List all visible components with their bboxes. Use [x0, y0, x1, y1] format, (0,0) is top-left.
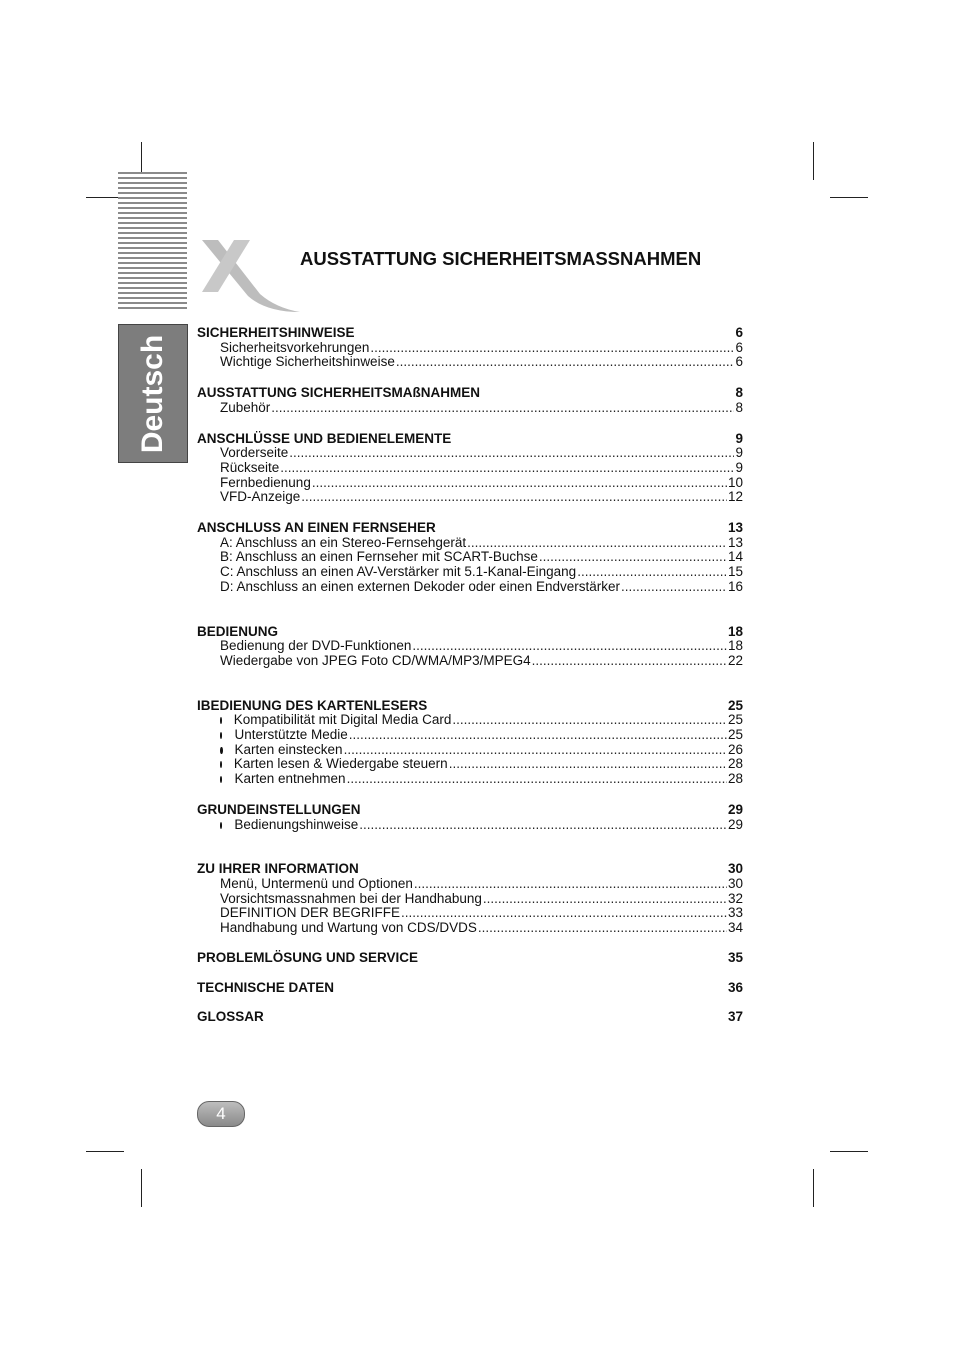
- toc-entry[interactable]: [197, 401, 743, 416]
- dot-leader: [414, 877, 727, 892]
- dot-leader: [344, 743, 727, 758]
- entry-page-number: 28: [727, 771, 743, 787]
- page-number-badge: [197, 1101, 245, 1127]
- entry-page-number: 9: [735, 445, 743, 461]
- entry-label: VFD-Anzeige: [220, 489, 301, 505]
- entry-page-number: 6: [735, 354, 743, 370]
- section-title: AUSSTATTUNG SICHERHEITSMAßNAHMEN: [197, 385, 480, 401]
- toc-section-heading[interactable]: [197, 862, 743, 877]
- dot-leader: [370, 341, 734, 356]
- entry-label: Vorsichtsmassnahmen bei der Handhabung: [220, 890, 482, 906]
- dot-leader: [271, 401, 734, 416]
- toc-section: [197, 326, 743, 370]
- toc-entry[interactable]: [197, 536, 743, 551]
- toc-entry[interactable]: [197, 580, 743, 595]
- bullet-icon: [220, 732, 222, 739]
- entry-label: Handhabung und Wartung von CDS/DVDS: [220, 920, 477, 936]
- toc-entry[interactable]: [197, 341, 743, 356]
- toc-entry[interactable]: [197, 757, 743, 772]
- toc-entry[interactable]: [197, 892, 743, 907]
- section-page-number: 36: [727, 979, 743, 995]
- toc-section: [197, 803, 743, 832]
- section-page-number: 35: [727, 949, 743, 965]
- entry-page-number: 16: [727, 578, 743, 594]
- entry-page-number: 33: [727, 905, 743, 921]
- dot-leader: [349, 728, 727, 743]
- toc-section-heading[interactable]: [197, 625, 743, 640]
- dot-leader: [577, 565, 727, 580]
- bullet-icon: [220, 717, 222, 724]
- crop-mark: [86, 1151, 124, 1152]
- entry-page-number: 9: [735, 459, 743, 475]
- dot-leader: [359, 818, 727, 833]
- toc-section-heading[interactable]: [197, 386, 743, 401]
- entry-page-number: 25: [727, 712, 743, 728]
- entry-page-number: 34: [727, 920, 743, 936]
- toc-section: [197, 981, 743, 996]
- crop-mark: [813, 142, 814, 180]
- crop-mark: [141, 1169, 142, 1207]
- entry-page-number: 18: [727, 638, 743, 654]
- dot-leader: [396, 355, 735, 370]
- section-title: SICHERHEITSHINWEISE: [197, 325, 355, 340]
- toc-section-heading[interactable]: [197, 1010, 743, 1025]
- toc-section-heading[interactable]: [197, 432, 743, 447]
- toc-section-heading[interactable]: [197, 521, 743, 536]
- section-page-number: 29: [727, 801, 743, 817]
- toc-entry[interactable]: [197, 906, 743, 921]
- entry-page-number: 8: [735, 399, 743, 415]
- entry-label: Rückseite: [220, 459, 280, 475]
- entry-page-number: 10: [727, 474, 743, 490]
- toc-entry[interactable]: [197, 818, 743, 833]
- entry-label: DEFINITION DER BEGRIFFE: [220, 905, 401, 921]
- entry-page-number: 30: [727, 875, 743, 891]
- dot-leader: [532, 654, 727, 669]
- toc-section: [197, 521, 743, 595]
- entry-page-number: 32: [727, 890, 743, 906]
- entry-label: Karten einstecken: [234, 741, 343, 757]
- language-tab-label: Deutsch: [136, 334, 169, 453]
- entry-label: A: Anschluss an ein Stereo-Fernsehgerät: [220, 534, 467, 550]
- dot-leader: [289, 446, 734, 461]
- section-title: ZU IHRER INFORMATION: [197, 861, 359, 877]
- page-title: AUSSTATTUNG SICHERHEITSMASSNAHMEN: [300, 248, 702, 269]
- toc-section-heading[interactable]: [197, 981, 743, 996]
- entry-label: Fernbedienung: [220, 474, 311, 490]
- entry-label: Bedienung der DVD-Funktionen: [220, 638, 412, 654]
- table-of-contents: [197, 324, 743, 1025]
- toc-entry[interactable]: [197, 772, 743, 787]
- toc-entry[interactable]: [197, 728, 743, 743]
- entry-page-number: 6: [735, 339, 743, 355]
- entry-page-number: 25: [727, 727, 743, 743]
- toc-entry[interactable]: [197, 550, 743, 565]
- toc-entry[interactable]: [197, 461, 743, 476]
- toc-entry[interactable]: [197, 921, 743, 936]
- crop-mark: [813, 1169, 814, 1207]
- dot-leader: [467, 536, 727, 551]
- entry-page-number: 28: [727, 756, 743, 772]
- section-title: ANSCHLUSS AN EINEN FERNSEHER: [197, 520, 436, 536]
- section-page-number: 37: [727, 1009, 743, 1025]
- toc-section-heading[interactable]: [197, 699, 743, 714]
- dot-leader: [412, 639, 727, 654]
- section-title: PROBLEMLÖSUNG UND SERVICE: [197, 949, 419, 965]
- toc-section: [197, 699, 743, 787]
- entry-label: Kompatibilität mit Digital Media Card: [233, 712, 452, 728]
- entry-label: Karten lesen & Wiedergabe steuern: [233, 756, 448, 772]
- dot-leader: [347, 772, 727, 787]
- section-page-number: 8: [735, 385, 743, 401]
- dot-leader: [301, 490, 727, 505]
- toc-entry[interactable]: [197, 713, 743, 728]
- entry-label: Sicherheitsvorkehrungen: [220, 339, 370, 355]
- entry-label: Wichtige Sicherheitshinweise: [220, 354, 395, 370]
- section-page-number: 30: [727, 861, 743, 877]
- toc-entry[interactable]: [197, 490, 743, 505]
- entry-label: Menü, Untermenü und Optionen: [220, 875, 413, 891]
- dot-leader: [401, 906, 727, 921]
- dot-leader: [621, 580, 727, 595]
- dot-leader: [449, 757, 727, 772]
- toc-section-heading[interactable]: [197, 326, 743, 341]
- entry-page-number: 12: [727, 489, 743, 505]
- entry-page-number: 14: [727, 549, 743, 565]
- section-title: BEDIENUNG: [197, 623, 279, 639]
- toc-section: [197, 625, 743, 669]
- entry-page-number: 13: [727, 534, 743, 550]
- section-title: GRUNDEINSTELLUNGEN: [197, 801, 361, 817]
- toc-section-heading[interactable]: [197, 803, 743, 818]
- toc-section: [197, 862, 743, 936]
- dot-leader: [539, 550, 727, 565]
- dot-leader: [452, 713, 727, 728]
- entry-page-number: 29: [727, 816, 743, 832]
- entry-page-number: 22: [727, 652, 743, 668]
- section-page-number: 13: [727, 520, 743, 536]
- toc-section: [197, 1010, 743, 1025]
- toc-entry[interactable]: [197, 355, 743, 370]
- entry-label: Karten entnehmen: [234, 771, 346, 787]
- dot-leader: [280, 461, 734, 476]
- page-number: 4: [216, 1104, 226, 1123]
- toc-entry[interactable]: [197, 639, 743, 654]
- entry-label: Bedienungshinweise: [234, 816, 359, 832]
- section-title: TECHNISCHE DATEN: [197, 979, 335, 995]
- entry-label: B: Anschluss an einen Fernseher mit SCART-Buchse: [220, 549, 538, 565]
- dot-leader: [483, 892, 727, 907]
- decorative-stripes: [118, 172, 187, 312]
- entry-label: D: Anschluss an einen externen Dekoder oder einen Endverstärker: [220, 578, 620, 594]
- toc-entry[interactable]: [197, 446, 743, 461]
- bullet-icon: [220, 822, 222, 829]
- brand-logo: [196, 236, 301, 314]
- entry-label: Wiedergabe von JPEG Foto CD/WMA/MP3/MPEG4: [220, 652, 531, 668]
- dot-leader: [478, 921, 727, 936]
- toc-entry[interactable]: [197, 476, 743, 491]
- entry-label: Zubehör: [220, 399, 271, 415]
- section-page-number: 9: [735, 430, 743, 446]
- bullet-icon: [220, 747, 223, 754]
- toc-entry[interactable]: [197, 565, 743, 580]
- entry-page-number: 15: [727, 564, 743, 580]
- bullet-icon: [220, 761, 222, 768]
- entry-label: C: Anschluss an einen AV-Verstärker mit 5.1-Kanal-Eingang: [220, 564, 577, 580]
- toc-entry[interactable]: [197, 743, 743, 758]
- entry-label: Unterstützte Medie: [234, 727, 348, 743]
- section-page-number: 18: [727, 623, 743, 639]
- toc-section-heading[interactable]: [197, 951, 743, 966]
- toc-section: [197, 386, 743, 415]
- section-title: GLOSSAR: [197, 1009, 264, 1025]
- section-page-number: 6: [735, 325, 743, 340]
- section-title: IBEDIENUNG DES KARTENLESERS: [197, 697, 428, 713]
- entry-page-number: 26: [727, 741, 743, 757]
- toc-entry[interactable]: [197, 654, 743, 669]
- toc-section: [197, 951, 743, 966]
- entry-label: Vorderseite: [220, 445, 289, 461]
- toc-entry[interactable]: [197, 877, 743, 892]
- section-title: ANSCHLÜSSE UND BEDIENELEMENTE: [197, 430, 452, 446]
- language-tab: [118, 324, 188, 463]
- dot-leader: [312, 476, 727, 491]
- section-page-number: 25: [727, 697, 743, 713]
- bullet-icon: [220, 776, 222, 783]
- crop-mark: [830, 1151, 868, 1152]
- crop-mark: [830, 197, 868, 198]
- toc-section: [197, 432, 743, 506]
